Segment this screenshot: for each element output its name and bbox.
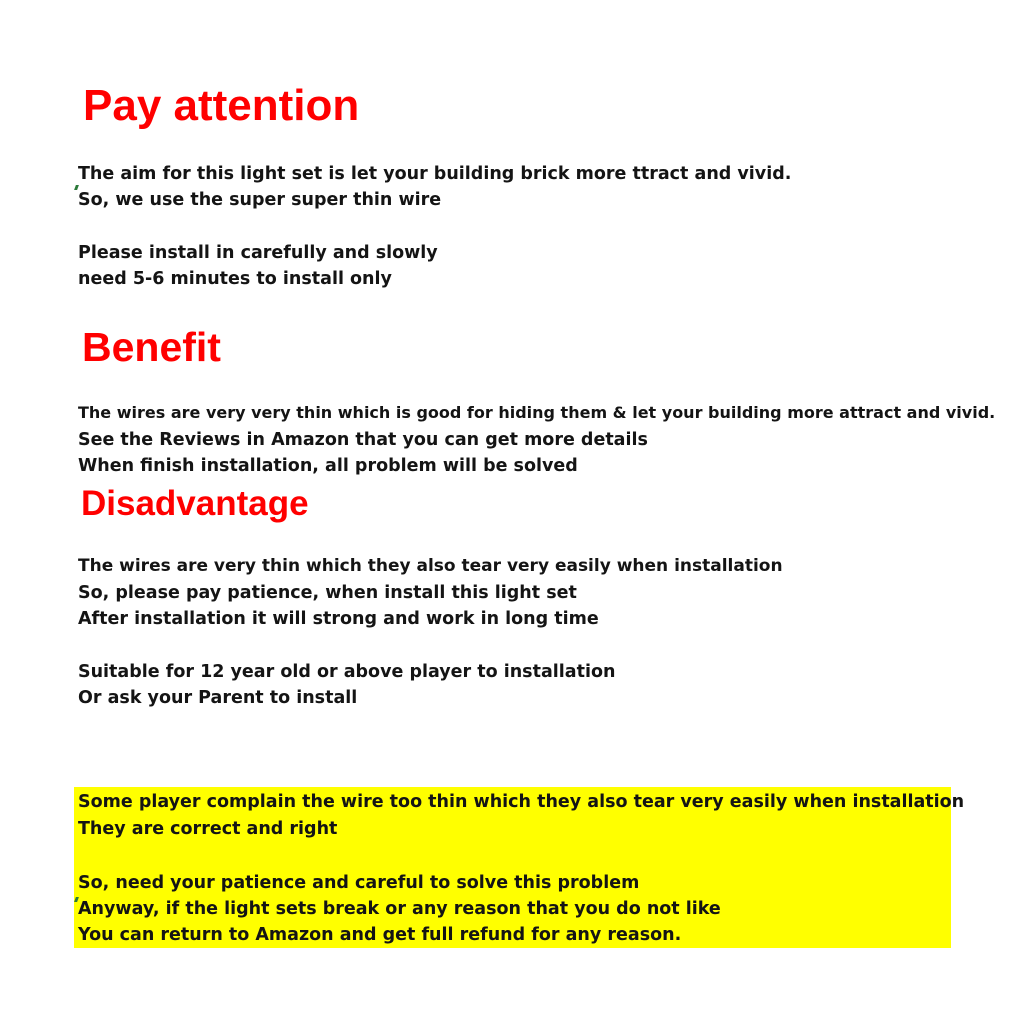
notice-line-5: You can return to Amazon and get full refund for any reason.: [78, 925, 682, 945]
disadvantage-line-1: The wires are very thin which they also tear very easily when installation: [78, 556, 783, 576]
notice-line-4: Anyway, if the light sets break or any reason that you do not like: [78, 899, 721, 919]
disadvantage-heading: Disadvantage: [81, 484, 309, 523]
pay-attention-heading: Pay attention: [83, 81, 360, 130]
notice-line-1: Some player complain the wire too thin which they also tear very easily when installation: [78, 792, 965, 812]
pay-attention-line-3: Please install in carefully and slowly: [78, 243, 438, 263]
pay-attention-line-1: The aim for this light set is let your building brick more ttract and vivid.: [78, 164, 792, 184]
benefit-line-3: When finish installation, all problem will be solved: [78, 456, 578, 476]
disadvantage-line-3: After installation it will strong and work in long time: [78, 609, 599, 629]
notice-line-3: So, need your patience and careful to solve this problem: [78, 873, 640, 893]
benefit-line-2: See the Reviews in Amazon that you can get more details: [78, 430, 648, 450]
pay-attention-line-4: need 5-6 minutes to install only: [78, 269, 392, 289]
benefit-heading: Benefit: [82, 324, 221, 370]
disadvantage-line-5: Or ask your Parent to install: [78, 688, 358, 708]
highlighted-notice: [74, 787, 965, 948]
disadvantage-line-2: So, please pay patience, when install this light set: [78, 583, 577, 603]
notice-line-2: They are correct and right: [78, 819, 338, 839]
benefit-line-1: The wires are very very thin which is good for hiding them & let your building more attract and vivid.: [78, 403, 996, 422]
disadvantage-line-4: Suitable for 12 year old or above player to installation: [78, 662, 616, 682]
pay-attention-line-2: So, we use the super super thin wire: [78, 190, 442, 210]
